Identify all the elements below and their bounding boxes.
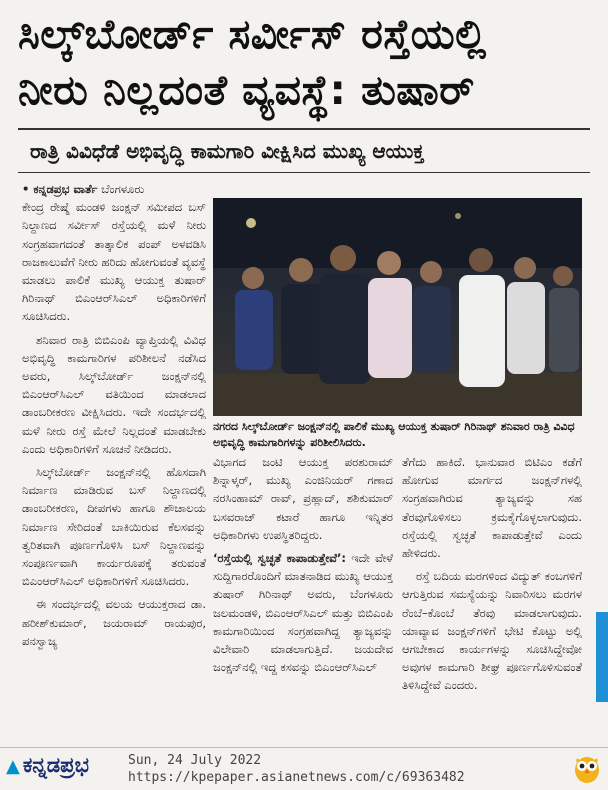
column-1-para-4: ಈ ಸಂದರ್ಭದಲ್ಲಿ ವಲಯ ಆಯುಕ್ತರಾದ ಡಾ. ಹರೀಶ್‌ಕುಮಾರ್, ಜಯರಾಮ್ ರಾಯಪುರ, ಪನಸ್ವಾಜ್ಯ [22,597,206,648]
news-photo-illustration [213,198,582,416]
column-3-para-1: ತೆಗೆದು ಹಾಕಿದೆ. ಭಾನುವಾರ ಬಿಟಿಎಂ ಕಡೆಗೆ ಹೋಗುವ ಮಾರ್ಗದ ಜಂಕ್ಷನ್‌ಗಳಲ್ಲಿ ಸಂಗ್ರಹವಾಗಿರುವ ತ್ಯಾಜ್ಯವನ್ನು ಸಹ ತೆರವುಗೊಳಿಸಲು ಕ್ರಮಕೈಗೊಳ್ಳಲಾಗುವುದು. ರಸ್ತೆಯಲ್ಲಿ ಸ್ವಚ್ಛತೆ ಕಾಪಾಡುತ್ತೇವೆ ಎಂದು ಹೇಳಿದರು. [402,455,582,561]
headline [18,6,590,118]
column-2-text-2: ಇದೇ ವೇಳೆ ಸುದ್ದಿಗಾರರೊಂದಿಗೆ ಮಾತನಾಡಿದ ಮುಖ್ಯ ಆಯುಕ್ತ ತುಷಾರ್ ಗಿರಿನಾಥ್ ಅವರು, ಬೆಂಗಳೂರು ಜಲಮಂಡಳಿ, ಬಿಎಂಆರ್‌ಸಿಎಲ್ ಮತ್ತು ಬಿಬಿಎಂಪಿ ಕಾಮಗಾರಿಯಿಂದ ಸಂಗ್ರಹವಾಗಿದ್ದ ತ್ಯಾಜ್ಯವನ್ನು ವಿಲೇವಾರಿ ಮಾಡಲಾಗುತ್ತಿದೆ. ಜಯದೇವ ಜಂಕ್ಷನ್‌ನಲ್ಲಿ ಇದ್ದ ಕಸವನ್ನು ಬಿಎಂಆರ್‌ಸಿಎಲ್ [213,551,393,675]
column-3 [402,453,582,695]
column-2 [213,453,393,676]
headline-rule [18,128,590,130]
photo-caption: ನಗರದ ಸಿಲ್ಕ್‌ಬೋರ್ಡ್ ಜಂಕ್ಷನ್‌ನಲ್ಲಿ ಪಾಲಿಕೆ ಮುಖ್ಯ ಆಯುಕ್ತ ತುಷಾರ್ ಗಿರಿನಾಥ್ ಶನಿವಾರ ರಾತ್ರಿ ವಿವಿಧ ಅಭಿವೃದ್ಧಿ ಕಾಮಗಾರಿಗಳನ್ನು ಪರಿಶೀಲಿಸಿದರು. [213,420,575,449]
headline-line-1: ಸಿಲ್ಕ್‌ಬೋರ್ಡ್‌ ಸರ್ವೀಸ್ ರಸ್ತೆಯಲ್ಲಿ [18,10,487,58]
column-2-para-2 [213,549,393,676]
column-2-subtitle: ‘ರಸ್ತೆಯಲ್ಲಿ ಸ್ವಚ್ಛತೆ ಕಾಪಾಡುತ್ತೇವೆ’: [213,551,346,566]
subheadline: ರಾತ್ರಿ ವಿವಿಧೆಡೆ ಅಭಿವೃದ್ಧಿ ಕಾಮಗಾರಿ ವೀಕ್ಷಿಸಿದ ಮುಖ್ಯ ಆಯುಕ್ತ [30,139,425,163]
byline-city: ಬೆಂಗಳೂರು [101,182,145,196]
byline: • ಕನ್ನಡಪ್ರಭ ವಾರ್ತೆ [22,182,98,196]
column-1-text-1: ಕೇಂದ್ರ ರೇಷ್ಮೆ ಮಂಡಳಿ ಜಂಕ್ಷನ್ ಸಮೀಪದ ಬಸ್ ನಿಲ್ದಾಣದ ಸರ್ವೀಸ್ ರಸ್ತೆಯಲ್ಲಿ ಮಳೆ ನೀರು ಸಂಗ್ರಹವಾಗದಂತೆ ತಾತ್ಕಾಲಿಕ ಪಂಪ್ ಅಳವಡಿಸಿ ರಾಜಕಾಲುವೆಗೆ ನೀರು ಹರಿದು ಹೋಗುವಂತೆ ವ್ಯವಸ್ಥೆ ಮಾಡಲು ಪಾಲಿಕೆ ಮುಖ್ಯ ಆಯುಕ್ತ ತುಷಾರ್ ಗಿರಿನಾಥ್ ಬಿಎಂಆರ್‌ಸಿಎಲ್ ಅಧಿಕಾರಿಗಳಿಗೆ ಸೂಚಿಸಿದರು. [22,200,207,324]
brand-name: ಕನ್ನಡಪ್ರಭ [22,753,89,777]
column-1-para-2: ಶನಿವಾರ ರಾತ್ರಿ ಬಿಬಿಎಂಪಿ ವ್ಯಾಪ್ತಿಯಲ್ಲಿ ವಿವಿಧ ಅಭಿವೃದ್ಧಿ ಕಾಮಗಾರಿಗಳ ಪರಿಶೀಲನೆ ನಡೆಸಿದ ಅವರು, ಸಿಲ್ಕ್‌ಬೋರ್ಡ್ ಜಂಕ್ಷನ್‌ನಲ್ಲಿ ಬಿಎಂಆರ್‌ಸಿಎಲ್ ವತಿಯಿಂದ ಮಾಡಲಾದ ಡಾಂಬರೀಕರಣ ವೀಕ್ಷಿಸಿದರು. ಇದೇ ಸಂದರ್ಭದಲ್ಲಿ ಮಳೆ ನೀರು ರಸ್ತೆ ಮೇಲೆ ನಿಲ್ಲದಂತೆ ಮಾಡಬೇಕು ಎಂದು ಅಧಿಕಾರಿಗಳಿಗೆ ಸೂಚನೆ ನೀಡಿದರು. [22,332,206,456]
side-accent-bar [596,612,608,702]
subheadline-rule [18,172,590,173]
column-3-para-2: ರಸ್ತೆ ಬದಿಯ ಮರಗಳಿಂದ ವಿದ್ಯುತ್ ಕಂಬಗಳಿಗೆ ಆಗುತ್ತಿರುವ ಸಮಸ್ಯೆಯನ್ನು ನಿವಾರಿಸಲು ಮರಗಳ ರೆಂಬೆ–ಕೊಂಬೆ ತೆರವು ಮಾಡಲಾಗುವುದು. ಯಾವ್ಯಾವ ಜಂಕ್ಷನ್‌ಗಳಿಗೆ ಭೇಟಿ ಕೊಟ್ಟು ಅಲ್ಲಿ ಆಗಬೇಕಾದ ಕಾರ್ಯಗಳನ್ನು ಸೂಚಿಸಿದ್ದೇವೋ ಅವುಗಳ ಕಾಮಗಾರಿ ಶೀಘ್ರ ಪೂರ್ಣಗೊಳಿಸುವಂತೆ ತಿಳಿಸಿದ್ದೇವೆ ಎಂದರು. [402,569,582,693]
column-1 [22,180,206,650]
source-url[interactable]: https://kpepaper.asianetnews.com/c/69363482 [128,770,465,785]
column-1-para-3: ಸಿಲ್ಕ್‌ಬೋರ್ಡ್ ಜಂಕ್ಷನ್‌ನಲ್ಲಿ ಹೊಸದಾಗಿ ನಿರ್ಮಾಣ ಮಾಡಿರುವ ಬಸ್ ನಿಲ್ದಾಣದಲ್ಲಿ ಡಾಂಬರೀಕರಣ, ದೀಪಗಳು ಹಾಗೂ ಶೌಚಾಲಯ ನಿರ್ಮಾಣ ಸೇರಿದಂತೆ ಬಾಕಿಯಿರುವ ಕೆಲಸವನ್ನು ತ್ವರಿತವಾಗಿ ಪೂರ್ಣಗೊಳಿಸಿ ಬಸ್ ನಿಲ್ದಾಣವನ್ನು ಸಂಪೂರ್ಣವಾಗಿ ಕಾರ್ಯರೂಪಕ್ಕೆ ತರುವಂತೆ ಬಿಎಂಆರ್‌ಸಿಎಲ್ ಅಧಿಕಾರಿಗಳಿಗೆ ಸೂಚಿಸಿದರು. [22,465,206,589]
column-1-para-1 [22,180,206,326]
logo-mark-icon: ▲ [6,756,20,777]
brand-logo [6,753,89,778]
owl-icon[interactable] [572,752,602,784]
column-2-para-1: ವಿಭಾಗದ ಜಂಟಿ ಆಯುಕ್ತ ಪರಶುರಾಮ್ ಶಿನ್ನಾಳ್ಕರ್, ಮುಖ್ಯ ಎಂಜಿನಿಯರ್ ಗಣಾದ ನರಸಿಂಹಾಮ್ ರಾವ್, ಪ್ರಹ್ಲಾದ್, ಶಶಿಕುಮಾರ್ ಬಸವರಾಜ್ ಕಟಾರೆ ಹಾಗೂ ಇನ್ನಿತರ ಅಧಿಕಾರಿಗಳು ಉಪಸ್ಥಿತರಿದ್ದರು. [213,455,393,542]
byline-source: ಕನ್ನಡಪ್ರಭ ವಾರ್ತೆ [33,182,98,196]
footer-rule [0,747,608,748]
news-photo [213,198,582,416]
headline-line-2: ನೀರು ನಿಲ್ಲದಂತೆ ವ್ಯವಸ್ಥೆ: ತುಷಾರ್ [18,66,475,114]
edition-date: Sun, 24 July 2022 [128,753,262,768]
